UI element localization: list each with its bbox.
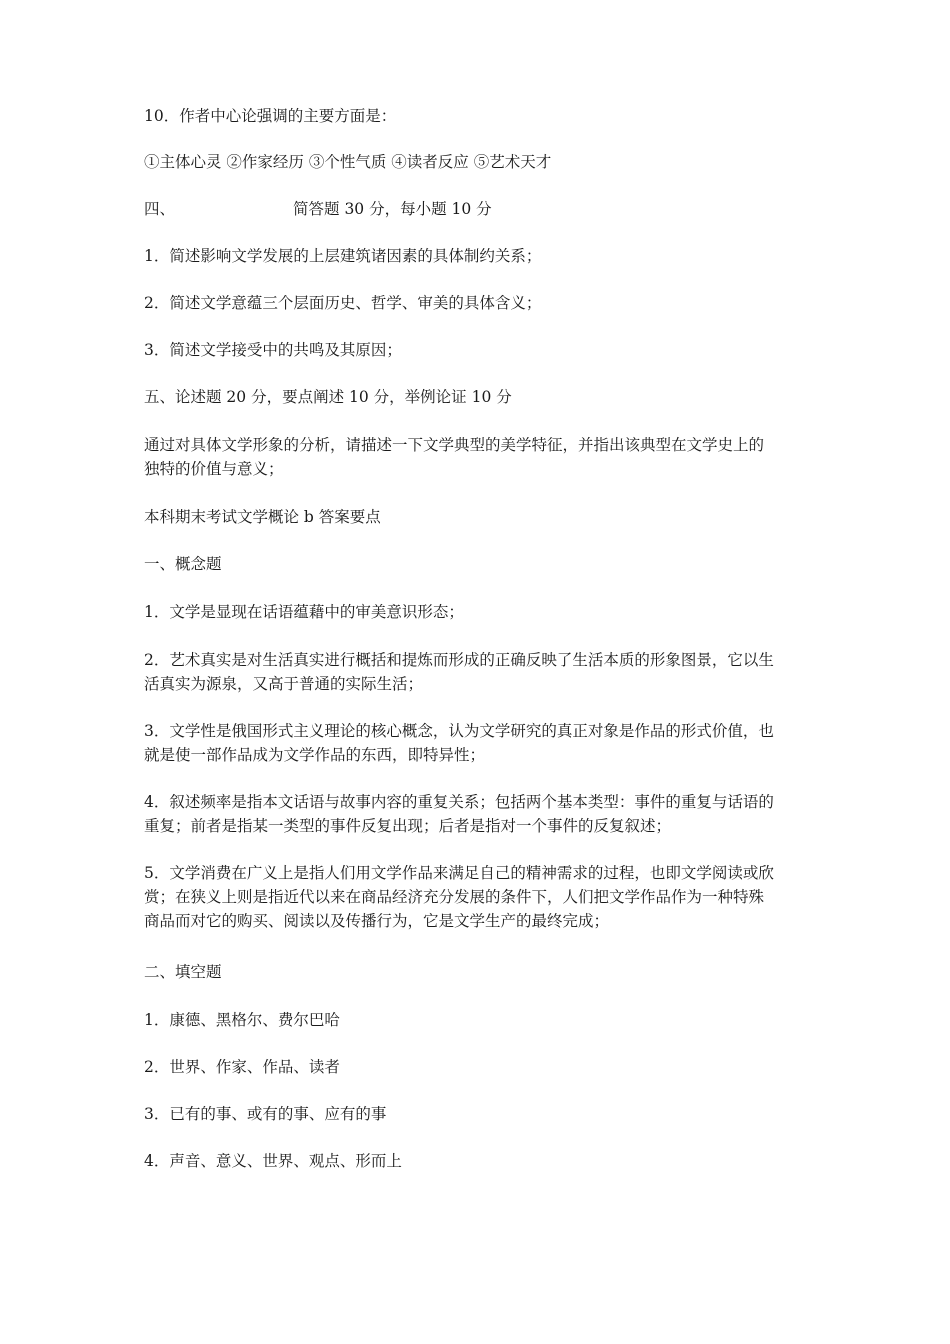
- concept-answer-line: 5．文学消费在广义上是指人们用文学作品来满足自己的精神需求的过程，也即文学阅读或欣: [144, 864, 774, 882]
- section-4-label: 四、: [144, 200, 176, 218]
- concept-answer-line: 赏；在狭义上则是指近代以来在商品经济充分发展的条件下，人们把文学作品作为一种特殊: [144, 888, 765, 906]
- concept-answer-line: 2．艺术真实是对生活真实进行概括和提炼而形成的正确反映了生活本质的形象图景，它以生: [144, 651, 774, 669]
- fill-blank-answer: 1．康德、黑格尔、费尔巴哈: [144, 1011, 340, 1029]
- essay-question-line: 独特的价值与意义；: [144, 460, 284, 478]
- question-10-title: 10．作者中心论强调的主要方面是：: [144, 107, 397, 125]
- answer-key-title: 本科期末考试文学概论 b 答案要点: [144, 508, 381, 526]
- concept-answer-line: 商品而对它的购买、阅读以及传播行为，它是文学生产的最终完成；: [144, 912, 610, 930]
- question-10-options: ①主体心灵 ②作家经历 ③个性气质 ④读者反应 ⑤艺术天才: [144, 153, 552, 171]
- concept-answer-line: 3．文学性是俄国形式主义理论的核心概念，认为文学研究的真正对象是作品的形式价值，也: [144, 722, 774, 740]
- section-4-heading: [144, 197, 814, 221]
- short-answer-item: 3．简述文学接受中的共鸣及其原因；: [144, 341, 402, 359]
- essay-question-line: 通过对具体文学形象的分析，请描述一下文学典型的美学特征，并指出该典型在文学史上的: [144, 436, 765, 454]
- concept-answer-line: 4．叙述频率是指本文话语与故事内容的重复关系；包括两个基本类型：事件的重复与话语的: [144, 793, 774, 811]
- fill-blank-answer: 4．声音、意义、世界、观点、形而上: [144, 1152, 402, 1170]
- fill-blank-answer: 2．世界、作家、作品、读者: [144, 1058, 340, 1076]
- answer-section-1-heading: 一、概念题: [144, 555, 222, 573]
- concept-answer-line: 1．文学是显现在话语蕴藉中的审美意识形态；: [144, 603, 464, 621]
- section-4-text: 简答题 30 分，每小题 10 分: [293, 200, 492, 218]
- short-answer-item: 1．简述影响文学发展的上层建筑诸因素的具体制约关系；: [144, 247, 542, 265]
- answer-section-2-heading: 二、填空题: [144, 963, 222, 981]
- concept-answer-line: 活真实为源泉，又高于普通的实际生活；: [144, 675, 424, 693]
- fill-blank-answer: 3．已有的事、或有的事、应有的事: [144, 1105, 387, 1123]
- section-5-heading: 五、论述题 20 分，要点阐述 10 分，举例论证 10 分: [144, 388, 512, 406]
- short-answer-item: 2．简述文学意蕴三个层面历史、哲学、审美的具体含义；: [144, 294, 542, 312]
- concept-answer-line: 重复；前者是指某一类型的事件反复出现；后者是指对一个事件的反复叙述；: [144, 817, 672, 835]
- concept-answer-line: 就是使一部作品成为文学作品的东西，即特异性；: [144, 746, 486, 764]
